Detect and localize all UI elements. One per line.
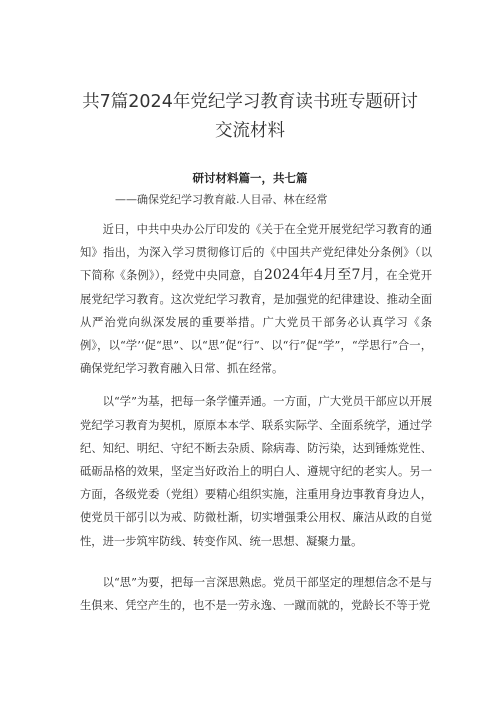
document-body (80, 218, 432, 617)
paragraph-2: 以“学”为基，把每一条学懂弄通。一方面，广大党员干部应以开展党纪学习教育为契机，原原本本学、联系实际学、全面系统学，通过学纪、知纪、明纪、守纪不断去杂质、除病毒、防污染，达到锤炼党性、砥砺品格的效果，坚定当好政治上的明白人、遵规守纪的老实人。另一方面，各级党委（党组）要精心组织实施，注重用身边事教育身边人，使党员干部引以为戒、防微杜渐，切实增强秉公用权、廉洁从政的自觉性，进一步筑牢防线、转变作风、统一思想、凝聚力量。 (80, 395, 432, 548)
document-title (0, 88, 500, 146)
paragraph-1-part-b: ，在全党开展党纪学习教育。这次党纪学习教育，是加强党的纪律建设、推动全面从严治党向纵深发展的重要举措。广大党员干部务必认真学习《条例》，以“学’‘促“思”、以“思”促“行”、以“行”促“学”，“学思行”合一，确保党纪学习教育融入日常、抓在经常。 (80, 269, 432, 376)
paragraph-1-date: 2024年4月至7月 (263, 267, 375, 284)
section-subheading: 研讨材料篇一，共七篇 (192, 171, 308, 185)
title-line-1: 共7篇2024年党纪学习教育读书班专题研讨 (82, 92, 418, 112)
title-line-2: 交流材料 (215, 121, 285, 141)
paragraph-1-part-a: 近日，中共中央办公厅印发的《关于在全党开展党纪学习教育的通知》指出，为深入学习贯彻修订后的《中国共产党纪律处分条例》（以下简称《条例》），经党中央同意，自 (80, 223, 432, 283)
paragraph-3: 以“思”为要，把每一言深思熟虑。党员干部坚定的理想信念不是与生俱来、凭空产生的，也不是一劳永逸、一蹴而就的，党龄长不等于党 (80, 575, 432, 613)
paragraph-1 (80, 218, 432, 380)
section-byline: ——确保党纪学习教育敲.人目帚、林在经常 (115, 193, 328, 206)
